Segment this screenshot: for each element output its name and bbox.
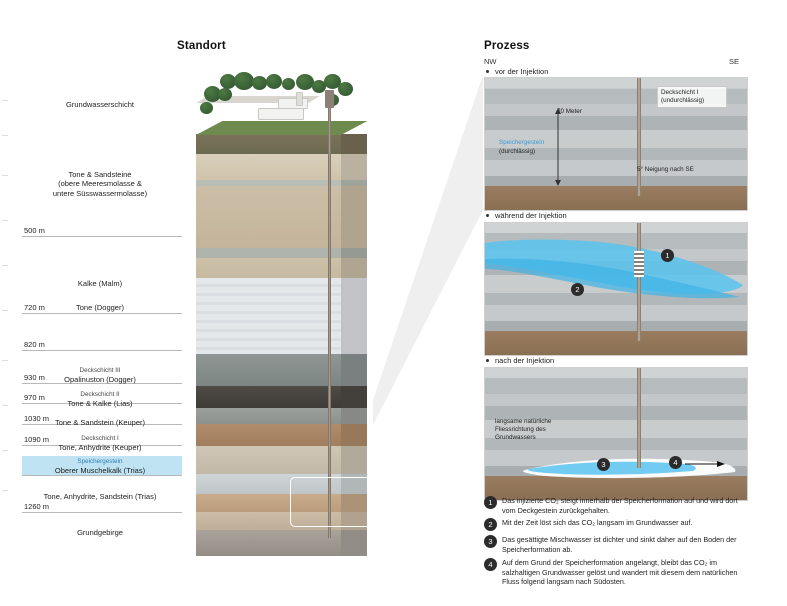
drill-mast xyxy=(296,92,303,106)
panel-layer xyxy=(485,378,747,394)
panel-layer-speichergestein xyxy=(485,160,747,176)
panel-label-line1: Deckschicht I xyxy=(661,89,699,96)
panel-layer xyxy=(485,368,747,378)
strata-molasse-2 xyxy=(196,186,341,248)
tree-icon xyxy=(338,82,353,96)
strata-side xyxy=(341,154,367,180)
layer-label-oberer-muschelkalk: Oberer Muschelkalk (Trias) xyxy=(54,466,146,475)
tree-icon xyxy=(282,78,295,90)
panel-caption-nach-injektion xyxy=(495,356,554,365)
panel-caption-vor-injektion xyxy=(495,67,548,76)
layer-sublabel-deckschicht-3: Deckschicht III xyxy=(79,367,121,374)
strata-dogger xyxy=(196,354,341,386)
page-title-prozess: Prozess xyxy=(484,40,530,52)
panel-label-line3: Grundwassers xyxy=(495,434,536,442)
panel-label-deckschicht-1 xyxy=(657,86,727,108)
layer-sublabel-speichergestein: Speichergestein xyxy=(77,458,123,465)
edge-mark xyxy=(2,450,8,451)
surface-scene xyxy=(196,72,367,144)
page-title-standort: Standort xyxy=(177,40,226,52)
strata-side xyxy=(341,278,367,354)
co2-plume xyxy=(485,237,747,303)
legend-list xyxy=(484,496,752,590)
panel-caption-text: nach der Injektion xyxy=(495,356,555,365)
panel-label-line2: Fliessrichtung des xyxy=(495,426,546,434)
borehole xyxy=(328,106,331,538)
strata-keuper-sandstein xyxy=(196,424,341,446)
edge-mark xyxy=(2,265,8,266)
legend-item xyxy=(484,518,752,532)
edge-mark xyxy=(2,310,8,311)
strata-lias xyxy=(196,408,341,424)
zoom-highlight-box xyxy=(290,477,380,527)
strata-front xyxy=(196,278,341,354)
layer-label-tone-sandsteine xyxy=(20,170,180,198)
tree-icon xyxy=(252,76,267,90)
badge-2: 2 xyxy=(571,283,584,296)
layer-label-tone-dogger: Tone (Dogger) xyxy=(76,303,124,312)
panel-layer-deckschicht xyxy=(485,116,747,130)
strata-front xyxy=(196,530,341,556)
zoom-connector xyxy=(367,75,487,495)
depth-label: 930 m xyxy=(24,373,45,382)
panel-borehole xyxy=(637,368,641,468)
depth-label: 720 m xyxy=(24,303,45,312)
layer-label-grundgebirge: Grundgebirge xyxy=(77,528,123,537)
depth-label: 1090 m xyxy=(24,435,50,444)
depth-label: 970 m xyxy=(24,393,45,402)
panel-after-injection xyxy=(484,367,748,501)
strata-front xyxy=(196,408,341,424)
geological-block-diagram xyxy=(182,60,367,555)
panel-label-neigung: 5° Neigung nach SE xyxy=(637,166,694,173)
panel-label-line2: (undurchlässig) xyxy=(661,97,705,105)
depth-scale xyxy=(0,60,182,550)
edge-mark xyxy=(2,490,8,491)
strata-grey-band-1 xyxy=(196,248,341,258)
layer-sublabel-deckschicht-2: Deckschicht II xyxy=(80,391,120,398)
panel-layer-basement xyxy=(485,331,747,355)
depth-label: 820 m xyxy=(24,340,45,349)
legend-item xyxy=(484,496,752,515)
strata-malm xyxy=(196,278,341,354)
strata-side xyxy=(341,424,367,446)
strata-side xyxy=(341,530,367,556)
tree-icon xyxy=(200,102,213,114)
badge-3: 3 xyxy=(484,535,497,548)
strata-grundgebirge xyxy=(196,530,341,556)
panel-label-line1: langsame natürliche xyxy=(495,418,552,425)
flow-direction-arrow xyxy=(685,458,725,470)
strata-side xyxy=(341,408,367,424)
badge-2: 2 xyxy=(484,518,497,531)
legend-item-text: Das gesättigte Mischwasser ist dichter und sinkt daher auf den Boden der Speicherformation ab. xyxy=(502,535,737,555)
badge-4: 4 xyxy=(669,456,682,469)
layer-sublabel-deckschicht-1: Deckschicht I xyxy=(81,435,119,442)
strata-front xyxy=(196,386,341,408)
edge-mark xyxy=(2,100,8,101)
thickness-measure-arrow xyxy=(551,108,565,186)
layer-label-tone-sandstein-keuper: Tone & Sandstein (Keuper) xyxy=(54,418,146,427)
depth-label: 500 m xyxy=(24,226,45,235)
strata-side xyxy=(341,354,367,386)
layer-sublabel-text: (obere Meeresmolasse & xyxy=(58,179,142,189)
strata-side xyxy=(341,446,367,474)
strata-front xyxy=(196,258,341,278)
badge-3: 3 xyxy=(597,458,610,471)
panel-layer xyxy=(485,394,747,406)
layer-label-grundwasserschicht: Grundwasserschicht xyxy=(66,100,134,109)
panel-layer-basement xyxy=(485,186,747,210)
badge-4: 4 xyxy=(484,558,497,571)
strata-side xyxy=(341,186,367,248)
panel-caption-waehrend-injektion xyxy=(495,211,567,220)
panel-label-fliessrichtung xyxy=(495,418,573,443)
tree-icon xyxy=(234,72,254,90)
strata-front xyxy=(196,424,341,446)
depth-label: 1030 m xyxy=(24,414,50,423)
legend-item-text: Mit der Zeit löst sich das CO₂ langsam im Grundwasser auf. xyxy=(502,518,693,528)
strata-molasse-1 xyxy=(196,154,341,180)
strata-molasse-3 xyxy=(196,258,341,278)
depth-tick-line xyxy=(22,313,182,314)
layer-label-opalinuston: Opalinuston (Dogger) xyxy=(64,375,136,384)
edge-mark xyxy=(2,405,8,406)
depth-tick-line xyxy=(22,350,182,351)
legend-item xyxy=(484,558,752,587)
strata-keuper-anhydrit xyxy=(196,446,341,474)
layer-label-text: Tone & Sandsteine xyxy=(68,170,132,179)
injection-perforations xyxy=(634,251,644,277)
legend-item xyxy=(484,535,752,554)
strata-front xyxy=(196,154,341,180)
panel-label-durchlaessig: (durchlässig) xyxy=(499,148,536,155)
legend-item-text: Das injizierte CO₂ steigt innerhalb der Speicherformation auf und wird dort vom Deckgestein zurückgehalten. xyxy=(502,496,738,515)
edge-mark xyxy=(2,175,8,176)
panel-caption-text: vor der Injektion xyxy=(495,67,549,76)
strata-front xyxy=(196,186,341,248)
edge-mark xyxy=(2,360,8,361)
strata-side xyxy=(341,258,367,278)
badge-1: 1 xyxy=(661,249,674,262)
panel-layer xyxy=(485,176,747,186)
badge-1: 1 xyxy=(484,496,497,509)
layer-label-tone-anhydrite-sandstein-trias: Tone, Anhydrite, Sandstein (Trias) xyxy=(43,492,157,501)
panel-layer-speichergestein xyxy=(485,305,747,321)
strata-front xyxy=(196,446,341,474)
panel-borehole xyxy=(637,78,641,196)
panel-label-70-meter: 70 Meter xyxy=(557,108,582,115)
strata-front xyxy=(196,248,341,258)
panel-during-injection xyxy=(484,222,748,356)
compass-label-nw: NW xyxy=(484,57,497,66)
depth-tick-line xyxy=(22,236,182,237)
edge-mark xyxy=(2,220,8,221)
compass-label-se: SE xyxy=(729,57,740,66)
depth-label: 1260 m xyxy=(24,502,50,511)
tree-icon xyxy=(218,88,232,101)
layer-label-tone-anhydrite-keuper: Tone, Anhydrite (Keuper) xyxy=(58,443,142,452)
legend-item-text: Auf dem Grund der Speicherformation angelangt, bleibt das CO₂ im salzhaltigen Grundwasser gelöst und wandert mit diesem dem natürlichen Fluss folgend langsam nach Südosten. xyxy=(502,557,738,587)
panel-layer xyxy=(485,321,747,331)
strata-side xyxy=(341,248,367,258)
layer-sublabel-text2: untere Süsswassermolasse) xyxy=(52,188,148,198)
panel-before-injection xyxy=(484,77,748,211)
tree-icon xyxy=(266,74,282,89)
strata-opalinuston xyxy=(196,386,341,408)
wellhead xyxy=(325,90,334,108)
strata-side xyxy=(341,386,367,408)
edge-mark xyxy=(2,135,8,136)
layer-label-kalke-malm: Kalke (Malm) xyxy=(77,279,123,288)
panel-label-speichergestein: Speichergestein xyxy=(499,139,545,146)
panel-caption-text: während der Injektion xyxy=(495,211,567,220)
strata-front xyxy=(196,354,341,386)
depth-tick-line xyxy=(22,512,182,513)
panel-layer xyxy=(485,223,747,233)
layer-label-tone-kalke-lias: Tone & Kalke (Lias) xyxy=(67,399,133,408)
bullet-dot-icon xyxy=(486,70,489,73)
site-building xyxy=(258,108,304,120)
panel-borehole xyxy=(637,223,641,341)
